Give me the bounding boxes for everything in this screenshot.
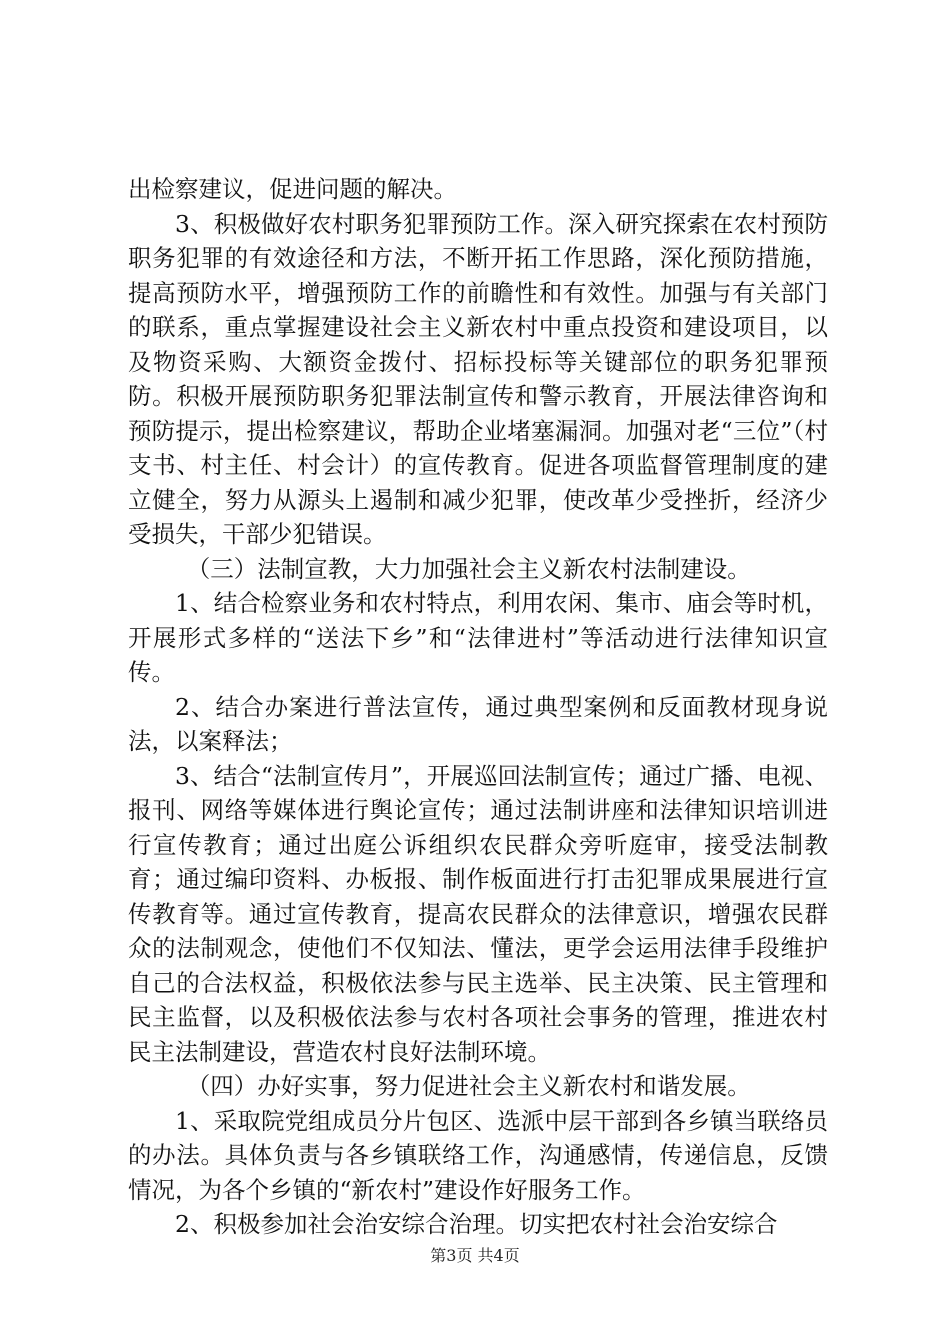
section-heading-4: （四）办好实事，努力促进社会主义新农村和谐发展。 [186,1072,751,1100]
document-body [128,172,828,1242]
page-footer [0,1243,950,1266]
paragraph-item-1-liaison: 1、采取院党组成员分片包区、选派中层干部到各乡镇当联络员的办法。具体负责与各乡镇联络工作，沟通感情，传递信息，反馈情况，为各个乡镇的“新农村”建设作好服务工作。 [128,1106,828,1204]
paragraph-item-2-case-education: 2、结合办案进行普法宣传，通过典型案例和反面教材现身说法，以案释法； [128,692,828,755]
page-number-label: 第3页 共4页 [430,1246,520,1265]
section-heading-3: （三）法制宣教，大力加强社会主义新农村法制建设。 [186,554,751,583]
paragraph-item-2-public-security: 2、积极参加社会治安综合治理。切实把农村社会治安综合 [175,1210,778,1238]
paragraph-item-1-publicity: 1、结合检察业务和农村特点，利用农闲、集市、庙会等时机，开展形式多样的“送法下乡”和“法律进村”等活动进行法律知识宣传。 [128,589,828,686]
paragraph-item-3-legal-month: 3、结合“法制宣传月”，开展巡回法制宣传；通过广播、电视、报刊、网络等媒体进行舆论宣传；通过法制讲座和法律知识培训进行宣传教育；通过出庭公诉组织农民群众旁听庭审，接受法制教育；通过编印资料、办板报、制作板面进行打击犯罪成果展进行宣传教育等。通过宣传教育，提高农民群众的法律意识，增强农民群众的法制观念，使他们不仅知法、懂法，更学会运用法律手段维护自己的合法权益，积极依法参与民主选举、民主决策、民主管理和民主监督，以及积极依法参与农村各项社会事务的管理，推进农村民主法制建设，营造农村良好法制环境。 [128,761,828,1066]
paragraph-item-3-prevention: 3、积极做好农村职务犯罪预防工作。深入研究探索在农村预防职务犯罪的有效途径和方法，不断开拓工作思路，深化预防措施，提高预防水平，增强预防工作的前瞻性和有效性。加强与有关部门的联系，重点掌握建设社会主义新农村中重点投资和建设项目，以及物资采购、大额资金拨付、招标投标等关键部位的职务犯罪预防。积极开展预防职务犯罪法制宣传和警示教育，开展法律咨询和预防提示，提出检察建议，帮助企业堵塞漏洞。加强对老“三位”（村支书、村主任、村会计）的宣传教育。促进各项监督管理制度的建立健全，努力从源头上遏制和减少犯罪，使改革少受挫折，经济少受损失，干部少犯错误。 [128,209,828,548]
paragraph-continuation: 出检察建议，促进问题的解决。 [128,175,457,203]
